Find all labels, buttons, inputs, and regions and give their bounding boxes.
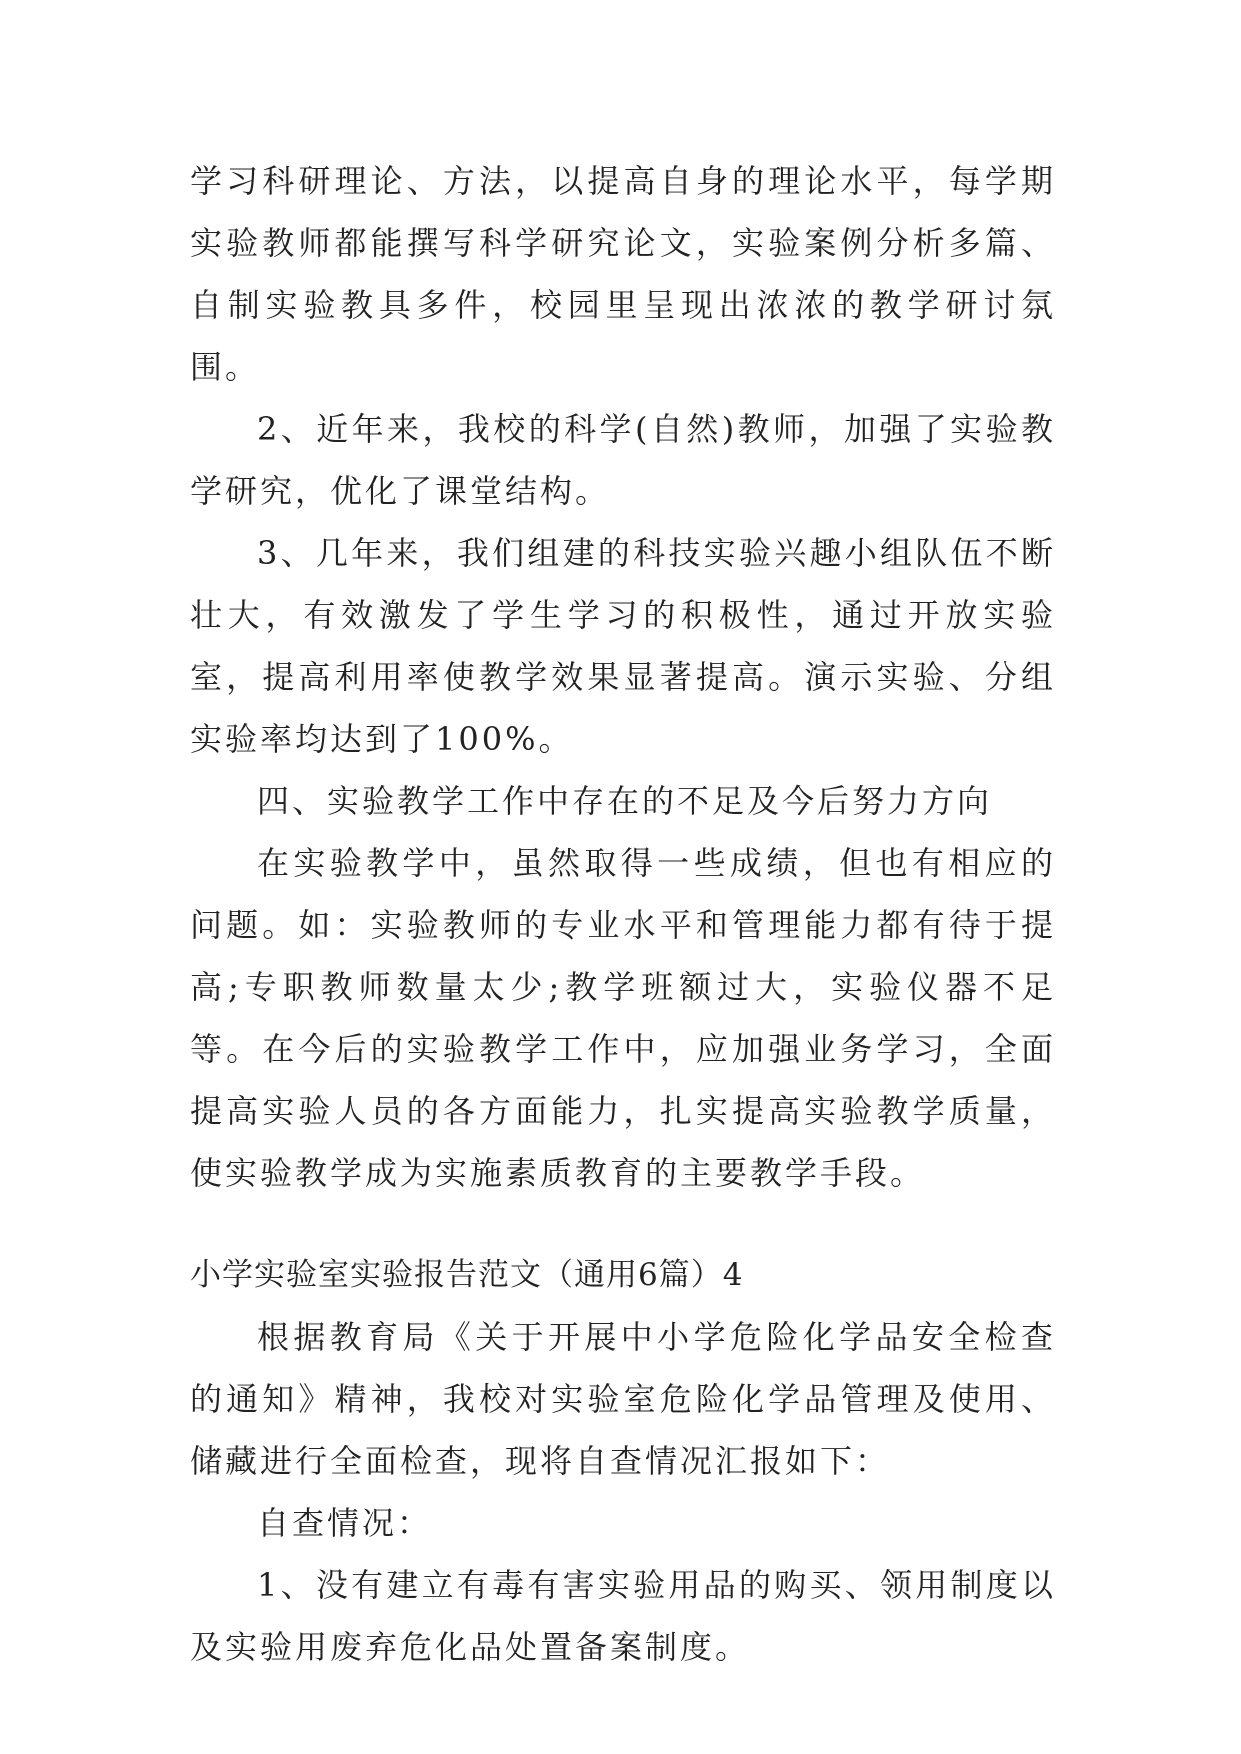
paragraph-self-check-label: 自查情况： <box>257 1504 433 1542</box>
paragraph-shortcomings: 在实验教学中，虽然取得一些成绩，但也有相应的问题。如：实验教师的专业水平和管理能力都有待于提高;专职教师数量太少;教学班额过大，实验仪器不足等。在今后的实验教学工作中，应加强业务学习，全面提高实验人员的各方面能力，扎实提高实验教学质量，使实验教学成为实施素质教育的主要教学手段。 <box>190 844 1056 1192</box>
paragraph-continued: 学习科研理论、方法，以提高自身的理论水平，每学期实验教师都能撰写科学研究论文，实验案例分析多篇、自制实验教具多件，校园里呈现出浓浓的教学研讨氛围。 <box>190 162 1056 386</box>
paragraph-item-2: 2、近年来，我校的科学(自然)教师，加强了实验教学研究，优化了课堂结构。 <box>190 410 1056 510</box>
paragraph-intro: 根据教育局《关于开展中小学危险化学品安全检查的通知》精神，我校对实验室危险化学品管理及使用、储藏进行全面检查，现将自查情况汇报如下： <box>190 1318 1056 1480</box>
section-title: 小学实验室实验报告范文（通用6篇）4 <box>190 1257 744 1293</box>
paragraph-self-check-item-1: 1、没有建立有毒有害实验用品的购买、领用制度以及实验用废弃危化品处置备案制度。 <box>190 1566 1056 1666</box>
paragraph-item-3: 3、几年来，我们组建的科技实验兴趣小组队伍不断壮大，有效激发了学生学习的积极性，通过开放实验室，提高利用率使教学效果显著提高。演示实验、分组实验率均达到了100%。 <box>190 534 1056 758</box>
paragraph-heading-4: 四、实验教学工作中存在的不足及今后努力方向 <box>257 782 993 820</box>
document-page <box>190 150 1056 1678</box>
